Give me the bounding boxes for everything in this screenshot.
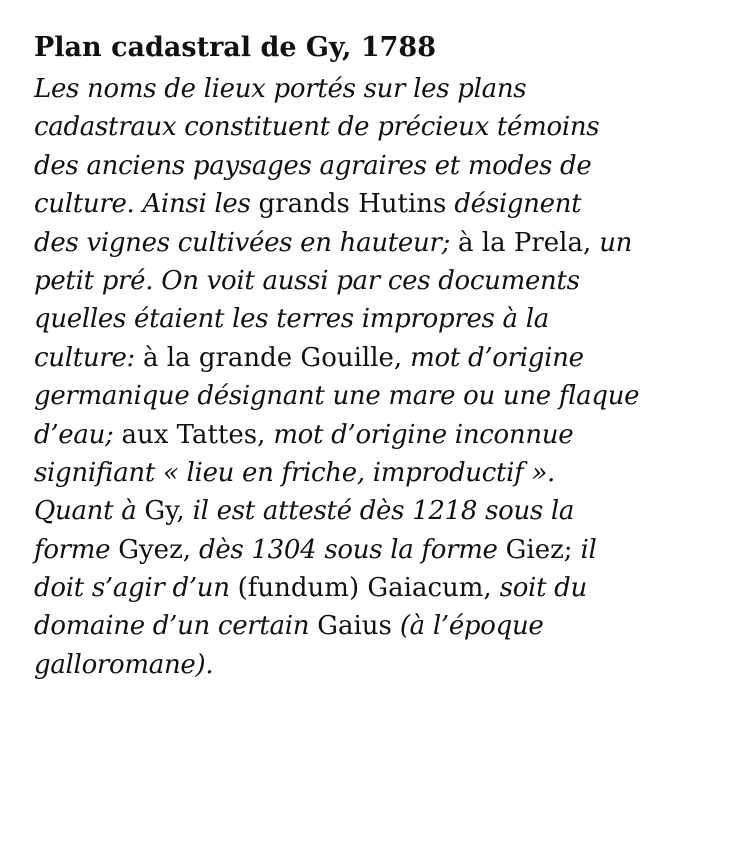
caption-line <box>34 531 734 569</box>
caption-run: d’eau; <box>34 419 122 450</box>
caption-run: un <box>591 227 633 258</box>
caption-run: dès 1304 sous la forme <box>191 534 506 565</box>
caption-line <box>34 569 734 607</box>
caption-run: Quant à <box>34 496 145 527</box>
place-name-text: Gaius <box>317 611 392 642</box>
caption-run: quelles étaient les terres impropres à la <box>34 304 549 335</box>
caption-run: culture: <box>34 342 143 373</box>
caption-line <box>34 108 734 146</box>
caption-line <box>34 646 734 684</box>
caption-run: doit s’agir d’un <box>34 573 238 604</box>
caption-run: petit pré. On voit aussi par ces documents <box>34 265 580 296</box>
caption-run: domaine d’un certain <box>34 611 318 642</box>
caption-run: des anciens paysages agraires et modes de <box>34 150 592 181</box>
document-title: Plan cadastral de Gy, 1788 <box>34 32 437 63</box>
place-name-text: Gyez, <box>118 534 192 565</box>
caption-line <box>34 416 734 454</box>
caption-line <box>34 492 734 530</box>
place-name-text: à la grande Gouille, <box>142 342 403 373</box>
caption-line <box>34 224 734 262</box>
caption-run: germanique désignant une mare ou une flaque <box>34 381 640 412</box>
place-name-text: Gy, <box>144 496 185 527</box>
caption-run: soit du <box>491 573 587 604</box>
caption-run: (à l’époque <box>391 611 544 642</box>
caption-run: mot d’origine inconnue <box>265 419 574 450</box>
caption-run: il est attesté dès 1218 sous la <box>184 496 575 527</box>
place-name-text: à la Prela, <box>458 227 592 258</box>
caption-line <box>34 339 734 377</box>
caption-run: cadastraux constituent de précieux témoins <box>34 112 600 143</box>
caption-line <box>34 607 734 645</box>
caption-line <box>34 185 734 223</box>
place-name-text: aux Tattes, <box>121 419 266 450</box>
caption-run: des vignes cultivées en hauteur; <box>34 227 459 258</box>
caption-run: mot d’origine <box>402 342 584 373</box>
place-name-text: grands Hutins <box>258 189 447 220</box>
caption-run: désignent <box>446 189 582 220</box>
caption-run: galloromane). <box>34 649 214 680</box>
caption-line <box>34 377 734 415</box>
caption-run: Les noms de lieux portés sur les plans <box>34 74 527 104</box>
caption-run: signifiant « lieu en friche, improductif ». <box>34 457 556 488</box>
caption-text <box>34 70 734 684</box>
caption-line <box>34 70 734 108</box>
place-name-text: (fundum) Gaiacum, <box>237 573 492 604</box>
caption-line <box>34 454 734 492</box>
place-name-text: Giez; <box>505 534 573 565</box>
caption-run: forme <box>34 534 119 565</box>
caption-block <box>34 26 734 684</box>
caption-run: culture. Ainsi les <box>34 189 259 220</box>
caption-run: il <box>572 534 597 565</box>
caption-line <box>34 147 734 185</box>
caption-line <box>34 300 734 338</box>
caption-line <box>34 262 734 300</box>
